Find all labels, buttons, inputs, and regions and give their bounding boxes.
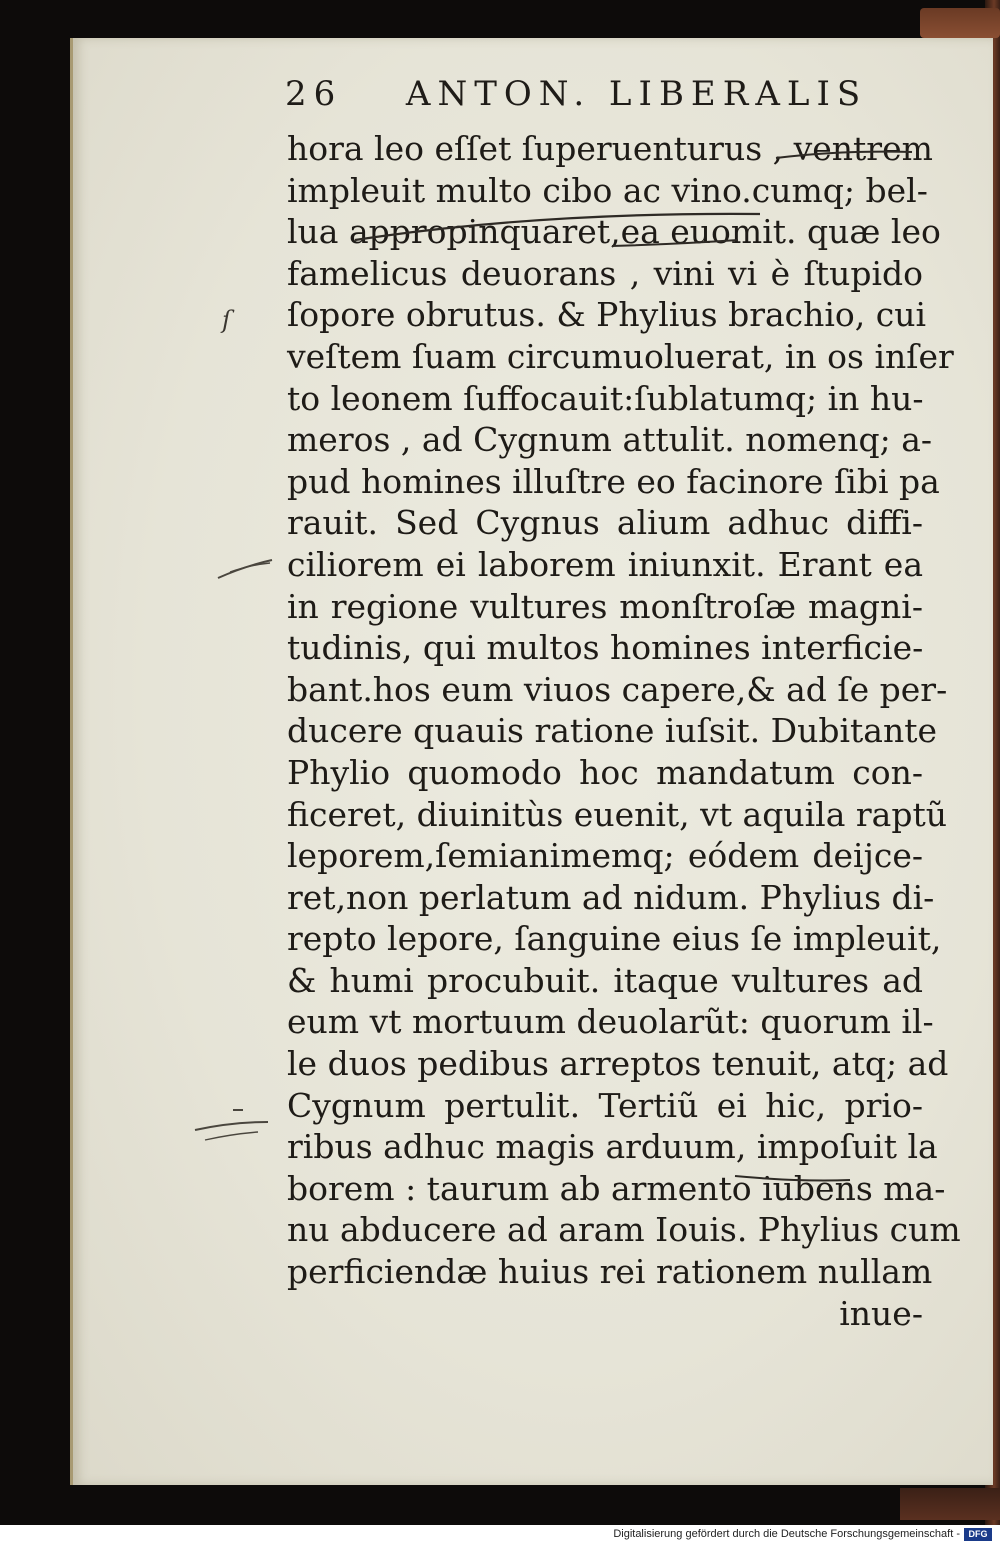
footer-credit: Digitalisierung gefördert durch die Deutsche Forschungsgemeinschaft -: [613, 1528, 960, 1540]
text-line: Phylio quomodo hoc mandatum con-: [287, 752, 923, 792]
text-line: ducere quauis ratione iuſsit. Dubitante: [287, 711, 937, 751]
text-line: nu abducere ad aram Iouis. Phylius cum: [287, 1210, 961, 1250]
text-line: ſopore obrutus. & Phylius brachio, cui: [287, 295, 927, 335]
text-line: bant.hos eum viuos capere,& ad ſe per-: [287, 669, 948, 709]
dfg-logo: DFG: [964, 1528, 992, 1541]
text-line: repto lepore, ſanguine eius ſe impleuit,: [287, 919, 942, 959]
text-line: lua appropinquaret,ea euomit. quæ leo: [287, 212, 941, 252]
underline-euomit: [612, 240, 738, 246]
underline-ventrem: [776, 152, 912, 158]
text-line: veſtem ſuam circumuoluerat, in os inſer: [287, 336, 954, 376]
text-line: ret,non perlatum ad nidum. Phylius di-: [287, 877, 935, 917]
footer: [0, 1525, 1000, 1545]
text-line: tudinis, qui multos homines interficie-: [287, 628, 924, 668]
margin-dash-2: [195, 1122, 268, 1130]
running-title: ANTON. LIBERALIS: [405, 74, 868, 114]
catchword: inue-: [839, 1293, 923, 1333]
text-line: rauit. Sed Cygnus alium adhuc diffi-: [287, 503, 923, 543]
margin-dash-1: [218, 560, 272, 578]
text-line: famelicus deuorans , vini vi è ſtupido: [287, 253, 923, 293]
text-line: ficeret, diuinitùs euenit, vt aquila raptũ: [287, 794, 947, 834]
text-line: hora leo eſſet ſuperuenturus , ventrem: [287, 129, 933, 168]
margin-mark: ſ: [222, 306, 231, 334]
text-line: pud homines illuſtre eo facinore ſibi pa: [287, 461, 940, 501]
text-line: in regione vultures monſtroſæ magni-: [287, 586, 923, 626]
text-line: le duos pedibus arreptos tenuit, atq; ad: [287, 1044, 949, 1084]
text-line: perficiendæ huius rei rationem nullam: [287, 1252, 933, 1292]
text-line: & humi procubuit. itaque vultures ad: [287, 960, 923, 1000]
text-line: leporem,ſemianimemq; eódem deijce-: [287, 836, 923, 876]
text-line: Cygnum pertulit. Tertiũ ei hic, prio-: [287, 1085, 923, 1125]
text-line: eum vt mortuum deuolarũt: quorum il-: [287, 1002, 934, 1042]
page-number: 26: [285, 74, 343, 114]
underline-iubens: [735, 1176, 850, 1181]
text-line: ribus adhuc magis arduum, impoſuit la: [287, 1127, 938, 1167]
text-line: to leonem ſuffocauit:ſublatumq; in hu-: [287, 378, 924, 418]
text-line: meros , ad Cygnum attulit. nomenq; a-: [287, 420, 933, 460]
margin-dash-1b: [230, 563, 270, 572]
text-line: ciliorem ei laborem iniunxit. Erant ea: [287, 544, 923, 584]
text-line: impleuit multo cibo ac vino.cumq; bel-: [287, 170, 928, 210]
text-line: borem : taurum ab armento iubens ma-: [287, 1168, 946, 1208]
margin-dash-2b: [205, 1132, 258, 1140]
underline-appropinquaret: [355, 214, 760, 240]
